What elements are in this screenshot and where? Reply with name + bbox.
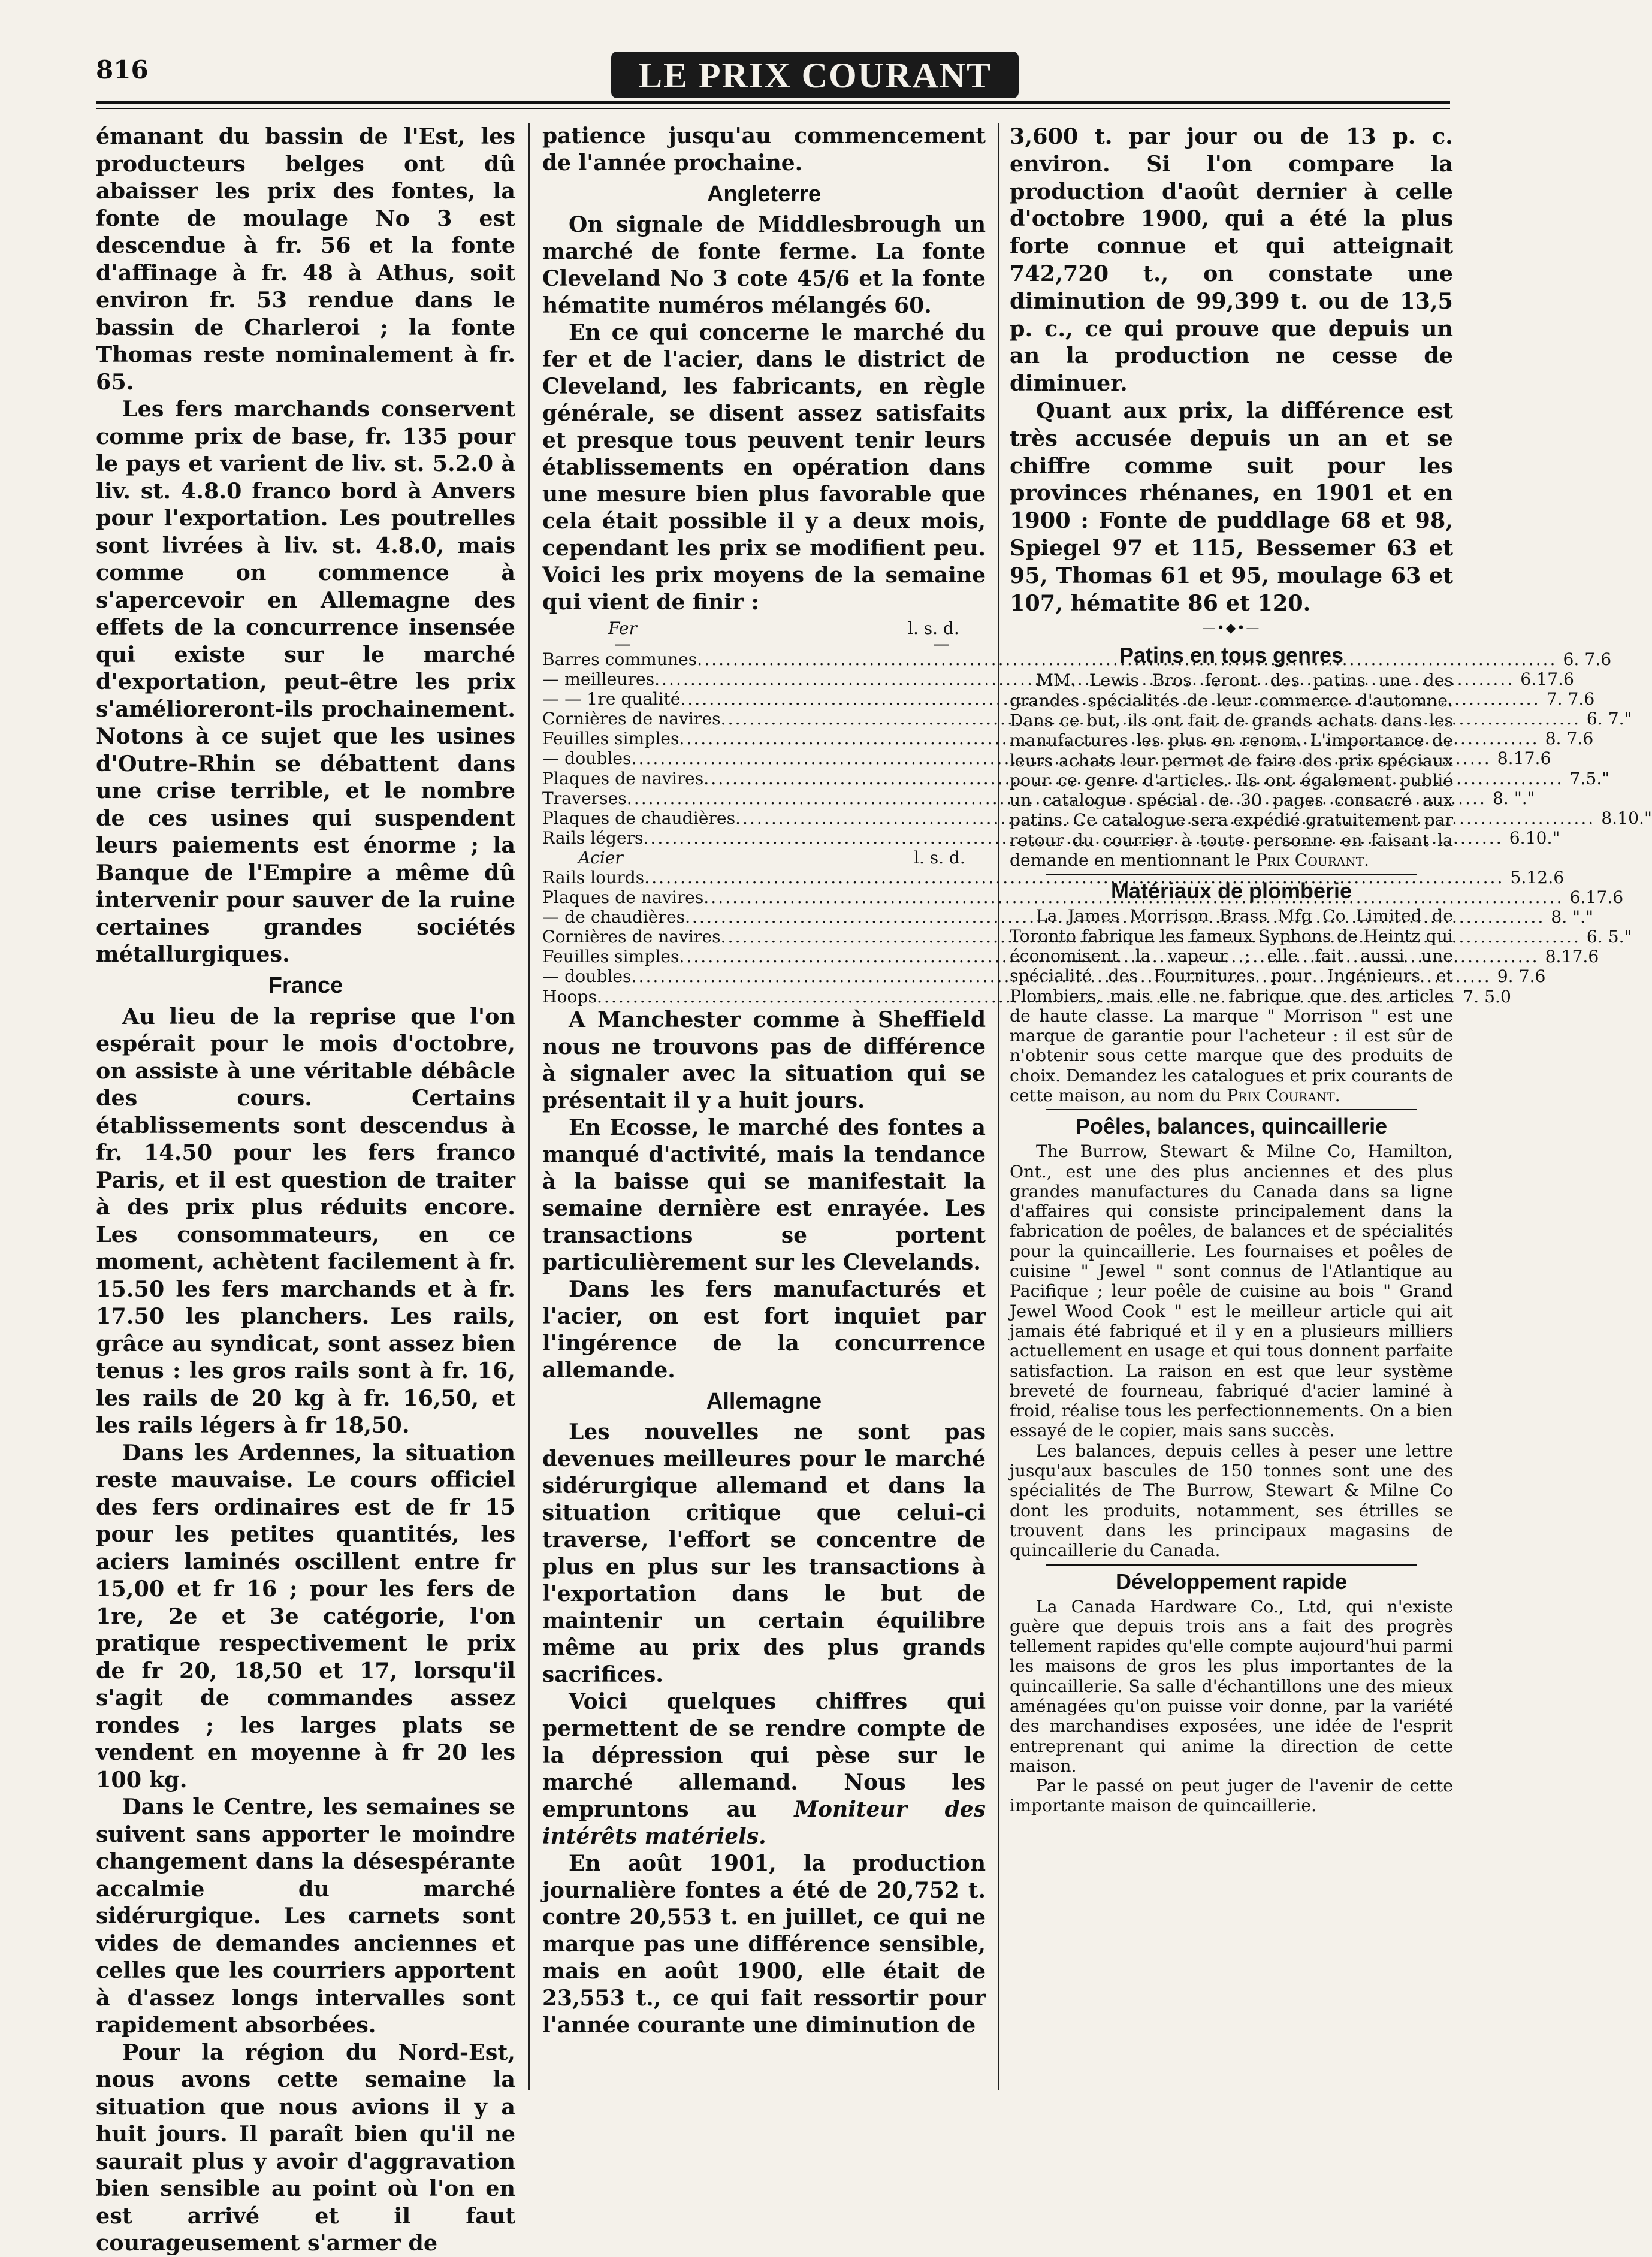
paragraph: émanant du bassin de l'Est, les producteurs belges ont dû abaisser les prix des fontes, la fonte de moulage No 3 est descendue à fr. 56 et la fonte d'affinage à fr. 48 à Athus, soit environ fr. 53 rendue dans le bassin de Charleroi ; la fonte Thomas reste nominalement à fr. 65. xyxy=(96,123,515,395)
price-value: 8. "." xyxy=(1551,907,1594,927)
price-label: Plaques de chaudières xyxy=(542,808,736,828)
price-row xyxy=(542,986,1511,1007)
price-label: Plaques de navires xyxy=(542,887,704,908)
section-heading-allemagne: Allemagne xyxy=(706,1388,822,1414)
paragraph: The Burrow, Stewart & Milne Co, Hamilton, Ont., est une des plus anciennes et des plus grandes manufactures du Canada dans sa ligne d'affaires qui consiste principalement dans la fabrication de poêles, de balances et de spécialités pour la quincaillerie. Les fournaises et poêles de cuisine " Jewel " sont connus de l'Atlantique au Pacifique ; leur poêle de cuisine au bois " Grand Jewel Wood Cook " est le meilleur article qui ait jamais été fabriqué et il y en a plusieurs milliers actuellement en usage et qui tous donnent parfaite satisfaction. La raison en est que leur système breveté de fourneau, fabriqué d'acier laminé à froid, réalise tous les perfectionnements. On a bien essayé de le copier, mais sans succès. xyxy=(1010,1141,1453,1441)
paragraph: En ce qui concerne le marché du fer et de l'acier, dans le district de Cleveland, les fabricants, en règle générale, se disent assez satisfaits et presque tous peuvent tenir leurs établissements en opération dans une mesure bien plus favorable que cela était possible il y a deux mois, cependant les prix se modifient peu. Voici les prix moyens de la semaine qui vient de finir : xyxy=(542,320,986,615)
paragraph: Voici quelques chiffres qui permettent de se rendre compte de la dépression qui pèse sur le marché allemand. Nous les empruntons au Moniteur des intérêts matériels. xyxy=(542,1688,986,1849)
price-label: Rails lourds xyxy=(542,867,645,887)
price-value: 6.10." xyxy=(1509,827,1560,848)
column-1 xyxy=(96,123,515,2256)
paragraph: Dans le Centre, les semaines se suivent sans apporter le moindre changement dans la désespérante accalmie du marché sidérurgique. Les carnets sont vides de demandes anciennes et celles que les courriers apportent à d'assez longs intervalles sont rapidement absorbées. xyxy=(96,1794,515,2038)
price-row xyxy=(542,768,1610,788)
price-value: 8. 7.6 xyxy=(1545,729,1594,749)
price-value: 8.17.6 xyxy=(1545,947,1599,967)
paragraph: En août 1901, la production journalière fontes a été de 20,752 t. contre 20,553 t. en juillet, ce qui ne marque pas une différence sensible, mais en août 1900, elle était de 23,553 t., ce qui fait ressortir pour l'année courante une diminution de xyxy=(542,1850,986,2038)
paragraph: 3,600 t. par jour ou de 13 p. c. environ. Si l'on compare la production d'août dernier à celle d'octobre 1900, qui a été la plus forte connue et qui atteignait 742,720 t., on constate une diminution de 99,399 t. ou de 13,5 p. c., ce qui prouve que depuis un an la production ne cesse de diminuer. xyxy=(1010,123,1453,397)
column-divider xyxy=(998,123,999,2090)
paragraph: En Ecosse, le marché des fontes a manqué d'activité, mais la tendance à la baisse qui se manifestait la semaine dernière est enrayée. Les transactions se portent particulièrement sur les Clevelands. xyxy=(542,1114,986,1275)
price-row xyxy=(542,966,1546,987)
header-rule-thick xyxy=(96,101,1450,104)
price-label: — doubles xyxy=(542,748,632,769)
price-label: — de chaudières xyxy=(542,907,685,927)
column-3 xyxy=(1010,123,1453,2090)
price-row xyxy=(542,669,1574,690)
paragraph: La James Morrison Brass Mfg Co Limited de Toronto fabrique les fameux Syphons de Heintz qui économisent la vapeur ; elle fait aussi une spécialité des Fournitures pour Ingénieurs et Plombiers, mais elle ne fabrique que des articles de haute classe. La marque " Morrison " est une marque de garantie pour l'acheteur : il est sûr de n'obtenir sous cette marque que des produits de choix. Demandez les catalogues et prix courants de cette maison, au nom du Prix Courant. xyxy=(1010,906,1453,1105)
price-row xyxy=(542,907,1594,927)
price-value: 6. 7." xyxy=(1586,709,1632,729)
price-row xyxy=(542,808,1652,828)
section-heading-developpement: Développement rapide xyxy=(1115,1569,1348,1594)
price-value: 6. 7.6 xyxy=(1563,649,1612,669)
price-label: Cornières de navires xyxy=(542,927,721,947)
paragraph: Au lieu de la reprise que l'on espérait pour le mois d'octobre, on assiste à une véritable débâcle des cours. Certains établissements sont descendus à fr. 14.50 pour les fers franco Paris, et il est question de traiter à des prix plus réduits encore. Les consommateurs, en ce moment, achètent facilement à fr. 15.50 les fers marchands et à fr. 17.50 les planchers. Les rails, grâce au syndicat, sont assez bien tenus : les gros rails sont à fr. 16, les rails de 20 kg à fr. 16,50, et les rails légers à fr 18,50. xyxy=(96,1003,515,1438)
paragraph: La Canada Hardware Co., Ltd, qui n'existe guère que depuis trois ans a fait des progrès tellement rapides qu'elle compte aujourd'hui parmi les maisons de gros les plus importantes de la quincaillerie. Sa salle d'échantillons une des mieux aménagées qu'on puisse voir donne, par la variété des marchandises exposées, une idée de l'esprit entreprenant qui anime la direction de cette maison. xyxy=(1010,1596,1453,1776)
section-rule xyxy=(1046,1564,1417,1566)
paragraph: On signale de Middlesbrough un marché de fonte ferme. La fonte Cleveland No 3 cote 45/6 et la fonte hématite numéros mélangés 60. xyxy=(542,212,986,318)
price-value: 5.12.6 xyxy=(1510,867,1565,887)
price-label: Feuilles simples xyxy=(542,729,679,749)
paragraph: Dans les Ardennes, la situation reste mauvaise. Le cours officiel des fers ordinaires est de fr 15 pour les petites quantités, les aciers laminés oscillent entre fr 15,00 et fr 16 ; pour les fers de 1re, 2e et 3e catégorie, l'on pratique respectivement le prix de fr 20, 18,50 et 17, lorsqu'il s'agit de commandes assez rondes ; les larges plats se vendent en moyenne à fr 20 les 100 kg. xyxy=(96,1439,515,1793)
prix-courant-name: Prix Courant. xyxy=(1227,1085,1340,1105)
section-heading-angleterre: Angleterre xyxy=(706,182,822,207)
price-label: Hoops xyxy=(542,986,597,1007)
price-row xyxy=(542,927,1632,947)
price-row xyxy=(542,947,1599,967)
price-label: Plaques de navires xyxy=(542,768,704,788)
price-value: 7. 5.0 xyxy=(1463,986,1511,1007)
paragraph: patience jusqu'au commencement de l'année prochaine. xyxy=(542,123,986,176)
paragraph: Quant aux prix, la différence est très accusée depuis un an et se chiffre comme suit pour les provinces rhénanes, en 1901 et en 1900 : Fonte de puddlage 68 et 98, Spiegel 97 et 115, Bessemer 63 et 95, Thomas 61 et 95, moulage 63 et 107, hématite 86 et 120. xyxy=(1010,397,1453,616)
column-divider xyxy=(528,123,530,2090)
price-value: 8.10." xyxy=(1601,808,1652,828)
section-heading-france: France xyxy=(268,972,343,998)
acier-unit: l. s. d. xyxy=(914,847,965,868)
price-value: 8. "." xyxy=(1492,788,1535,808)
header-rule-thin xyxy=(96,108,1450,109)
paragraph: Pour la région du Nord-Est, nous avons cette semaine la situation que nous avions il y a huit jours. Il paraît bien qu'il ne saurait plus y avoir d'aggravation bien sensible au point où l'on en est arrivé et il faut courageusement s'armer de xyxy=(96,2039,515,2256)
price-label: Rails légers xyxy=(542,827,644,848)
price-label: — meilleures xyxy=(542,669,655,690)
page-number: 816 xyxy=(96,55,149,84)
ornament-divider: —•◆•— xyxy=(1202,621,1261,636)
paragraph: A Manchester comme à Sheffield nous ne trouvons pas de différence à signaler avec la situation qui se présentait il y a huit jours. xyxy=(542,1007,986,1113)
price-table-header xyxy=(542,616,986,639)
price-row xyxy=(542,788,1535,808)
paragraph: MM. Lewis Bros feront des patins une des grandes spécialités de leur commerce d'automne. Dans ce but, ils ont fait de grands achats dans les manufactures les plus en renom. L'importance de leurs achats leur permet de faire des prix spéciaux pour ce genre d'articles. Ils ont également publié un catalogue spécial de 30 pages consacré aux patins. Ce catalogue sera expédié gratuitement par retour du courrier à toute personne en faisant la demande en mentionnant le Prix Courant. xyxy=(1010,670,1453,871)
page-header xyxy=(96,48,1450,108)
prix-courant-name: Prix Courant. xyxy=(1255,850,1370,871)
price-row xyxy=(542,748,1551,769)
acier-label: Acier xyxy=(578,847,623,868)
price-value: 6. 5." xyxy=(1586,927,1632,947)
price-value: 7.5." xyxy=(1569,768,1610,788)
masthead-text: LE PRIX COURANT xyxy=(638,56,992,95)
price-value: 6.17.6 xyxy=(1569,887,1624,908)
publication-title: Moniteur des intérêts matériels. xyxy=(542,1796,986,1849)
price-label: Feuilles simples xyxy=(542,947,679,967)
paragraph: Les balances, depuis celles à peser une lettre jusqu'aux bascules de 150 tonnes sont une des spécialités de The Burrow, Stewart & Milne Co dont les produits, notamment, ses étrilles se trouvent dans les principaux magasins de quincaillerie du Canada. xyxy=(1010,1440,1453,1561)
price-row xyxy=(542,827,1560,848)
price-value: 6.17.6 xyxy=(1520,669,1574,690)
section-heading-poeles: Poêles, balances, quincaillerie xyxy=(1075,1114,1388,1139)
price-label: — doubles xyxy=(542,966,632,987)
price-label: Cornières de navires xyxy=(542,709,721,729)
dash-row: — — xyxy=(614,634,950,654)
paragraph: Dans les fers manufacturés et l'acier, on est fort inquiet par l'ingérence de la concurrence allemande. xyxy=(542,1276,986,1383)
fer-label: Fer xyxy=(608,618,637,638)
price-row xyxy=(542,729,1594,749)
section-heading-plomberie: Matériaux de plomberie xyxy=(1110,878,1352,904)
price-value: 8.17.6 xyxy=(1497,748,1551,769)
price-label: — — 1re qualité xyxy=(542,689,681,709)
section-rule xyxy=(1046,1109,1417,1110)
paragraph: Les nouvelles ne sont pas devenues meilleures pour le marché sidérurgique allemand et dans la situation critique que celui-ci traverse, l'effort se concentre de plus en plus sur les transactions à l'exportation dans le but de maintenir un certain équilibre même au prix des plus grands sacrifices. xyxy=(542,1419,986,1687)
price-value: 7. 7.6 xyxy=(1546,689,1595,709)
paragraph: Les fers marchands conservent comme prix de base, fr. 135 pour le pays et varient de liv. st. 5.2.0 à liv. st. 4.8.0 franco bord à Anvers pour l'exportation. Les poutrelles sont livrées à liv. st. 4.8.0, mais comme on commence à s'apercevoir en Allemagne des effets de la concurrence insensée qui existe sur le marché d'exportation, peut-être les prix s'amélioreront-ils prochainement. Notons à ce sujet que les usines d'Outre-Rhin se débattent dans une crise terrible, et le nombre de ces usines qui suspendent leurs paiements est énorme ; la Banque de l'Empire a même dû intervenir pour sauver de la ruine certaines grandes sociétés métallurgiques. xyxy=(96,396,515,967)
unit-label: l. s. d. xyxy=(908,618,959,638)
price-row xyxy=(542,709,1632,729)
section-rule xyxy=(1046,874,1417,875)
price-label: Traverses xyxy=(542,788,627,808)
price-value: 9. 7.6 xyxy=(1497,966,1546,987)
paragraph: Par le passé on peut juger de l'avenir de cette importante maison de quincaillerie. xyxy=(1010,1776,1453,1816)
section-heading-patins: Patins en tous genres xyxy=(1119,643,1344,668)
price-row xyxy=(542,689,1595,709)
price-row xyxy=(542,867,1565,887)
acier-subheader xyxy=(542,848,986,868)
masthead-logo xyxy=(611,48,1019,102)
price-label: Barres communes xyxy=(542,649,697,669)
